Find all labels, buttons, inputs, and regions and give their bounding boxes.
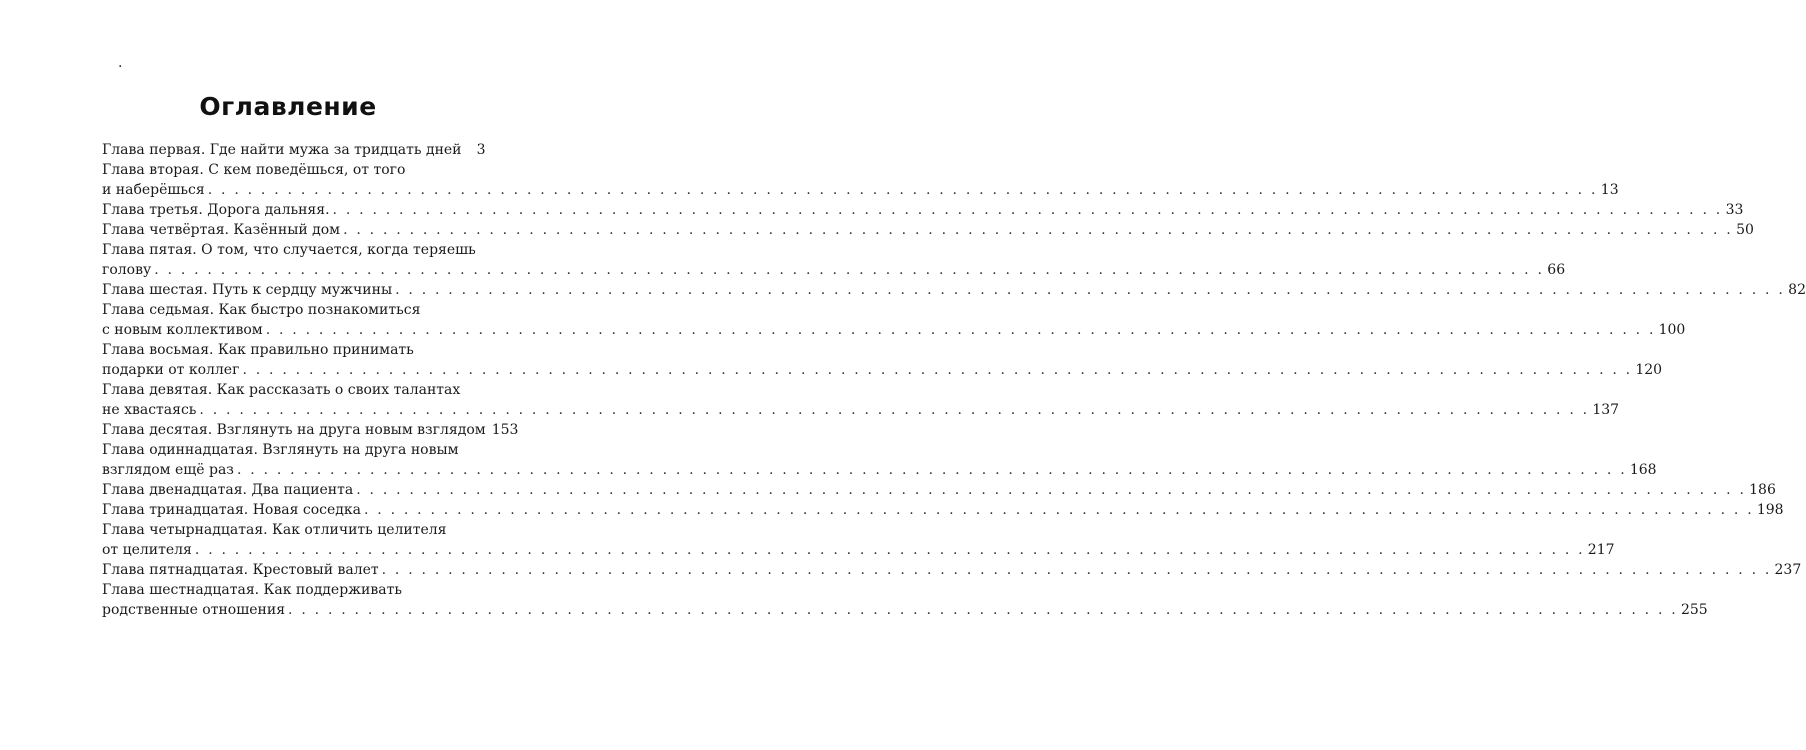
toc-entry-title: Глава пятнадцатая. Крестовый валет	[102, 562, 379, 578]
dot-leader	[382, 560, 1772, 580]
dot-leader	[333, 200, 1723, 220]
toc-entry-title: Глава вторая. С кем поведёшься, от того	[102, 162, 406, 178]
dot-leader	[208, 180, 1598, 200]
toc-entry	[102, 280, 1806, 300]
toc-line	[102, 260, 1566, 280]
toc-line	[102, 500, 1784, 520]
toc-line	[102, 300, 473, 320]
toc-entry	[102, 560, 1802, 580]
dot-leader	[395, 280, 1785, 300]
toc-line	[102, 480, 1776, 500]
toc-entry-title: Глава первая. Где найти мужа за тридцать дней	[102, 142, 462, 158]
toc-page-number: 186	[1749, 482, 1776, 498]
toc-entry-title: и наберёшься	[102, 182, 205, 198]
toc-line	[102, 340, 473, 360]
toc-page-number: 153	[491, 422, 519, 438]
dot-leader	[242, 360, 1632, 380]
dot-leader	[237, 460, 1627, 480]
dot-leader	[266, 320, 1656, 340]
dot-leader	[199, 400, 1589, 420]
toc-entry-title: с новым коллективом	[102, 322, 263, 338]
toc-line	[102, 360, 1663, 380]
toc-entry-title: Глава третья. Дорога дальняя.	[102, 202, 330, 218]
toc-line	[102, 180, 1619, 200]
toc-page-number: 13	[1600, 182, 1619, 198]
dot-leader	[343, 220, 1733, 240]
page-mark: .	[118, 55, 123, 71]
toc-entry	[102, 500, 1784, 520]
toc-line	[102, 440, 473, 460]
toc-page-number: 137	[1592, 402, 1620, 418]
dot-leader	[288, 600, 1678, 620]
toc-line	[102, 380, 473, 400]
toc-entry	[102, 160, 1619, 200]
toc-line	[102, 220, 1754, 240]
toc-entry	[102, 200, 1744, 220]
toc-entry-title: Глава седьмая. Как быстро познакомиться	[102, 302, 421, 318]
toc-line	[102, 200, 1744, 220]
toc-entry	[102, 420, 519, 440]
dot-leader	[356, 480, 1746, 500]
toc-line	[102, 240, 476, 260]
toc-page-number: 198	[1756, 502, 1784, 518]
toc-page-number: 33	[1725, 202, 1744, 218]
toc-entry-title: от целителя	[102, 542, 192, 558]
toc-page-number: 168	[1629, 462, 1657, 478]
toc-entry	[102, 380, 1620, 420]
toc-entry-title: Глава четвёртая. Казённый дом	[102, 222, 341, 238]
toc-entry	[102, 340, 1663, 380]
toc-entry	[102, 140, 486, 160]
table-of-contents	[102, 140, 1806, 620]
toc-entry	[102, 240, 1566, 280]
toc-entry-title: взглядом ещё раз	[102, 462, 234, 478]
toc-page-number: 217	[1587, 542, 1615, 558]
toc-page-number: 100	[1658, 322, 1686, 338]
toc-entry-title: голову	[102, 262, 152, 278]
toc-entry	[102, 580, 1708, 620]
toc-page-number: 237	[1774, 562, 1802, 578]
toc-page-number: 120	[1635, 362, 1663, 378]
toc-entry-title: Глава тринадцатая. Новая соседка	[102, 502, 361, 518]
toc-entry-title: Глава шестнадцатая. Как поддерживать	[102, 582, 402, 598]
toc-line	[102, 140, 486, 160]
toc-entry-title: не хвастаясь	[102, 402, 197, 418]
toc-entry	[102, 300, 1686, 340]
toc-entry-title: Глава одиннадцатая. Взглянуть на друга новым	[102, 442, 459, 458]
toc-line	[102, 160, 473, 180]
toc-entry-title: Глава девятая. Как рассказать о своих талантах	[102, 382, 461, 398]
toc-line	[102, 320, 1686, 340]
toc-line	[102, 400, 1620, 420]
toc-entry-title: Глава десятая. Взглянуть на друга новым взглядом	[102, 422, 486, 438]
toc-line	[102, 600, 1708, 620]
toc-line	[102, 520, 473, 540]
dot-leader	[364, 500, 1754, 520]
toc-page-number: 255	[1680, 602, 1708, 618]
toc-page-number: 3	[476, 142, 486, 158]
toc-entry-title: Глава восьмая. Как правильно принимать	[102, 342, 414, 358]
toc-entry-title: Глава двенадцатая. Два пациента	[102, 482, 354, 498]
dot-leader	[154, 260, 1544, 280]
page-title: Оглавление	[199, 92, 377, 121]
toc-line	[102, 420, 519, 440]
toc-page-number: 82	[1788, 282, 1806, 298]
toc-entry	[102, 480, 1776, 500]
toc-entry	[102, 440, 1657, 480]
toc-entry	[102, 520, 1615, 560]
toc-page-number: 50	[1736, 222, 1754, 238]
toc-page-number: 66	[1547, 262, 1566, 278]
toc-entry-title: Глава четырнадцатая. Как отличить целителя	[102, 522, 447, 538]
toc-entry	[102, 220, 1754, 240]
dot-leader	[195, 540, 1585, 560]
toc-line	[102, 580, 473, 600]
toc-line	[102, 280, 1806, 300]
toc-entry-title: родственные отношения	[102, 602, 286, 618]
toc-line	[102, 460, 1657, 480]
toc-entry-title: Глава шестая. Путь к сердцу мужчины	[102, 282, 393, 298]
toc-entry-title: Глава пятая. О том, что случается, когда теряешь	[102, 242, 476, 258]
toc-line	[102, 560, 1802, 580]
toc-line	[102, 540, 1615, 560]
toc-entry-title: подарки от коллег	[102, 362, 240, 378]
